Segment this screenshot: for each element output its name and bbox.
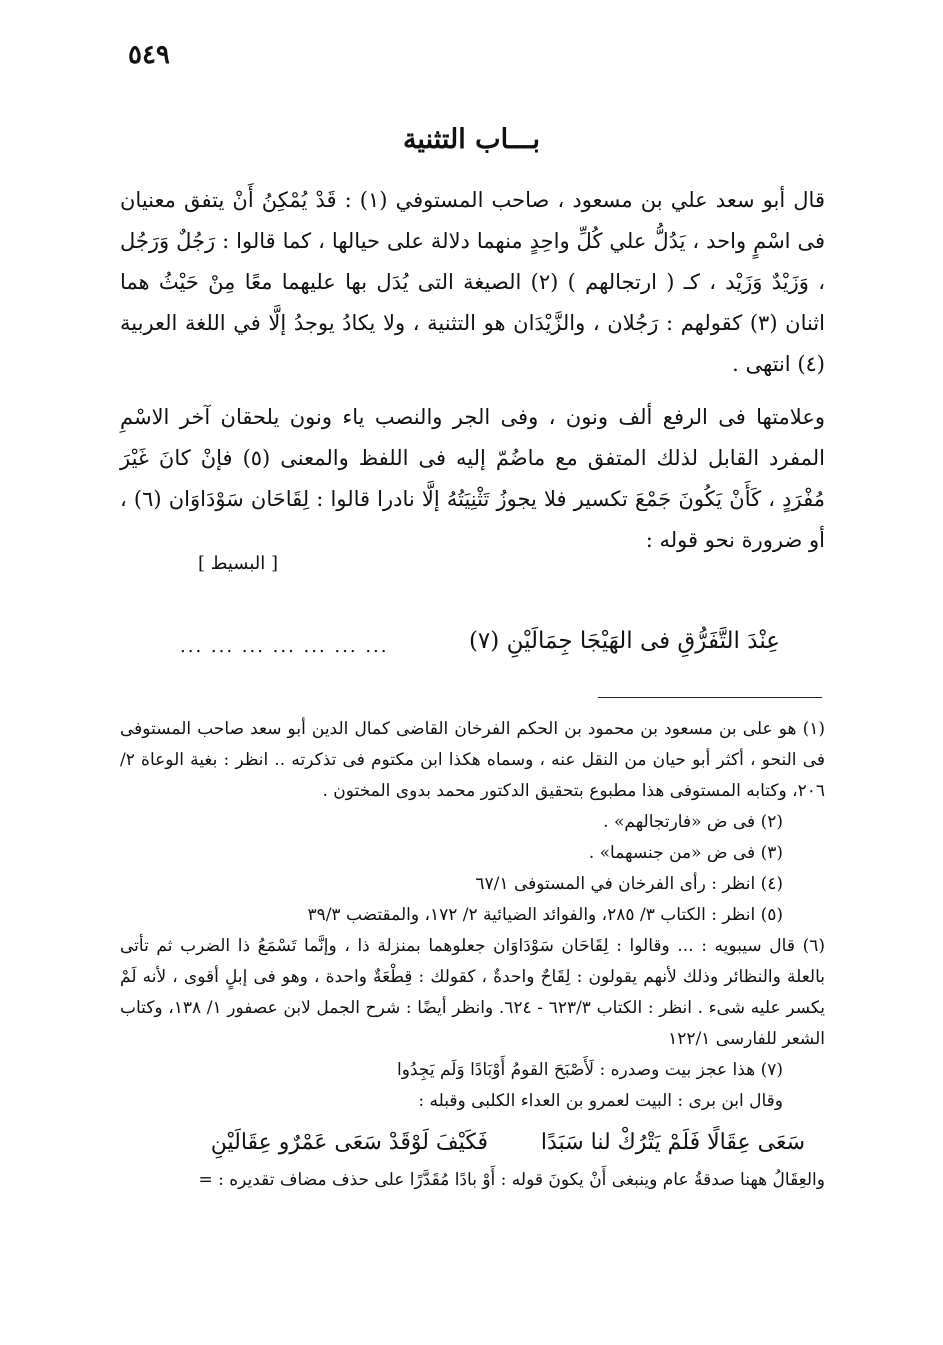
verse-line — [180, 628, 780, 657]
footnote-4: (٤) انظر : رأى الفرخان في المستوفى ٦٧/١ — [475, 874, 783, 894]
footnote-separator — [598, 697, 822, 698]
footnote-verse-second: فَكَيْفَ لَوْقَدْ سَعَى عَمْرٌو عِقَالَيْنِ — [210, 1130, 488, 1155]
footnote-7: (٧) هذا عجز بيت وصدره : لَأَصْبَحَ القومُ أَوْبَادًا وَلَم يَجِدُوا — [397, 1060, 783, 1080]
footnote-verse-first: سَعَى عِقَالًا فَلَمْ يَتْرُكْ لنا سَبَدًا — [540, 1130, 805, 1155]
footnote-verse — [160, 1121, 805, 1165]
paragraph-2: وعلامتها فى الرفع ألف ونون ، وفى الجر والنصب ياء ونون يلحقان آخر الاسْمِ المفرد القابل لذلك المتفق مع ماضُمّ إليه فى اللفظ والمعنى (٥) فإنْ كانَ غَيْرَ مُفْرَدٍ ، كَأَنْ يَكُونَ جَمْعَ تكسير فلا يجوزُ تَثْنِيَتُهُ إلَّا نادرا قالوا : لِقَاحَان سَوْدَاوَان (٦) ، أو ضرورة نحو قوله : — [120, 405, 825, 552]
chapter-title: بـــاب التثنية — [402, 124, 541, 155]
footnote-5: (٥) انظر : الكتاب ٣/ ٢٨٥، والفوائد الضيائية ٢/ ١٧٢، والمقتضب ٣٩/٣ — [307, 905, 783, 925]
paragraph-1: قال أبو سعد علي بن مسعود ، صاحب المستوفي (١) : قَدْ يُمْكِنُ أَنْ يتفق معنيان فى اسْمٍ واحد ، يَدُلُّ علي كُلِّ واحِدٍ منهما دلالة على حيالها ، كما قالوا : رَجُلٌ وَرَجُل ، وَزَيْدٌ وَزَيْد ، كـ ( ارتجالهم ) (٢) الصيغة التى يُدَل بها عليهما معًا مِنْ حَيْثُ هما اثنان (٣) كقولهم : رَجُلان ، والزَّيْدَان هو التثنية ، ولا يكادُ يوجدُ إلَّا في اللغة العربية (٤) انتهى . — [120, 188, 825, 376]
footnote-3: (٣) فى ض «من جنسهما» . — [588, 843, 783, 863]
verse-ellipsis: ... ... ... ... ... ... ... — [180, 636, 389, 657]
meter-label: [ البسيط ] — [198, 553, 278, 574]
footnotes — [120, 714, 825, 1196]
footnote-2: (٢) فى ض «فارتجالهم» . — [603, 812, 783, 832]
footnote-6: (٦) قال سيبويه : ... وقالوا : لِقَاحَان سَوْدَاوَان جعلوهما بمنزلة ذا ، وإنَّما تَسْمَعُ ذا الضرب ثم تأتى بالعلة والنظائر وذلك لأنهم يقولون : لِقَاحٌ واحدةٌ ، كقولك : قِطْعَةٌ واحدة ، وهو فى إبلٍ أقوى ، لأنه لَمْ يكسر عليه شىء . انظر : الكتاب ٦٢٣/٣ - ٦٢٤. وانظر أيضًا : شرح الجمل لابن عصفور ١/ ١٣٨، وكتاب الشعر للفارسى ١٢٢/١ — [120, 936, 825, 1049]
footnote-7-cont: وقال ابن برى : البيت لعمرو بن العداء الكلبى وقبله : — [418, 1091, 783, 1111]
page-number: ٥٤٩ — [128, 40, 170, 70]
footnote-last-line: والعِقَالُ ههنا صدقةُ عام وينبغى أَنْ يكونَ قوله : أَوْ بادًا مُقَدَّرًا على حذف مضاف تقديره : = — [198, 1170, 825, 1190]
footnote-1: (١) هو على بن مسعود بن محمود بن الحكم الفرخان القاضى كمال الدين أبو سعد صاحب المستوفى فى النحو ، أكثر أبو حيان من النقل عنه ، وسماه هكذا ابن مكتوم فى تذكرته .. انظر : بغية الوعاة ٢/ ٢٠٦، وكتابه المستوفى هذا مطبوع بتحقيق الدكتور محمد بدوى المختون . — [120, 719, 825, 801]
verse-hemistich: عِنْدَ التَّفَرُّقِ فى الهَيْجَا جِمَالَيْنِ (٧) — [468, 628, 780, 654]
